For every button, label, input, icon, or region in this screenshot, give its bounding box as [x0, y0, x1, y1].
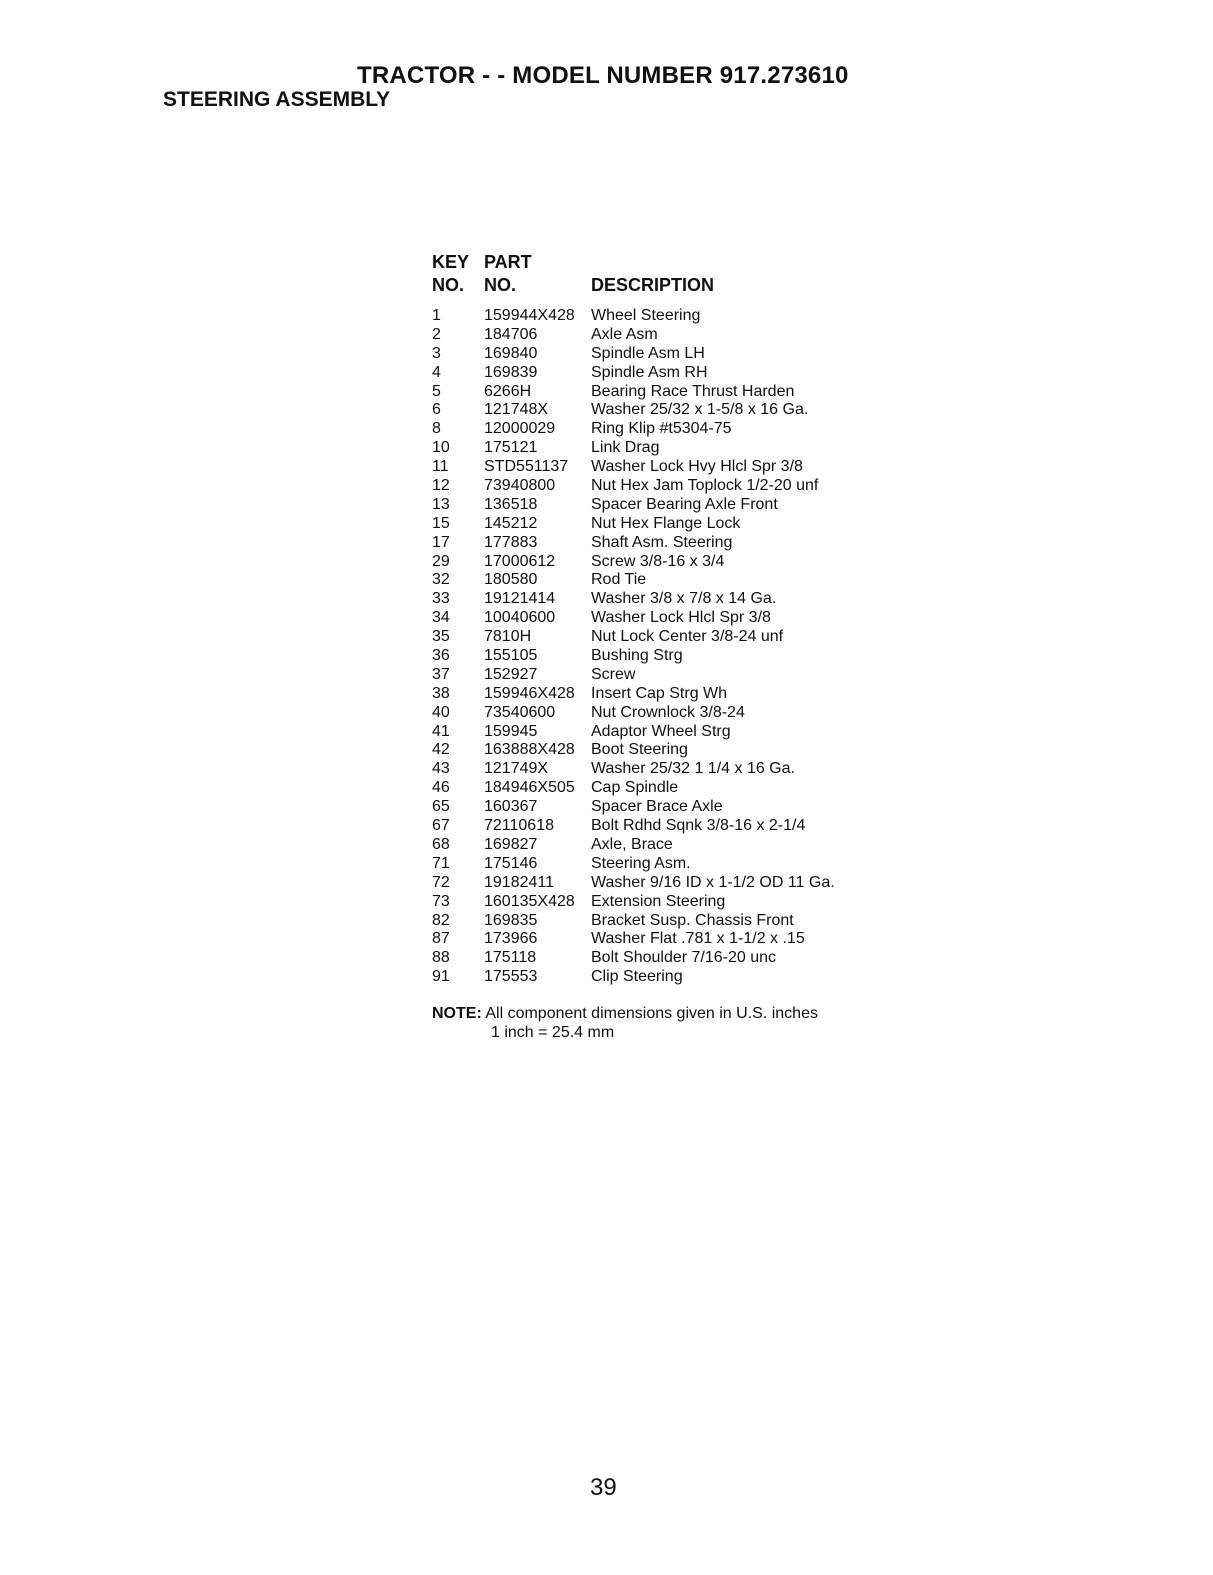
key-cell: 87: [432, 930, 450, 948]
key-cell: 35: [432, 628, 450, 646]
description-cell: Boot Steering: [591, 741, 688, 759]
part-number-cell: 155105: [484, 647, 538, 665]
note-line-2: 1 inch = 25.4 mm: [491, 1024, 615, 1041]
part-number-cell: 160367: [484, 798, 538, 816]
key-cell: 15: [432, 514, 450, 532]
part-number-cell: 175146: [484, 854, 538, 872]
page-number: 39: [590, 1474, 617, 1501]
part-number-cell: 19121414: [484, 590, 556, 608]
part-number-cell: 169835: [484, 911, 538, 929]
note-text: All component dimensions given in U.S. inches: [485, 1005, 818, 1022]
description-cell: Steering Asm.: [591, 854, 691, 872]
description-cell: Link Drag: [591, 439, 660, 457]
key-cell: 67: [432, 817, 450, 835]
part-number-cell: 175118: [484, 949, 537, 967]
key-cell: 88: [432, 949, 450, 967]
part-number-cell: 7810H: [484, 628, 532, 646]
description-cell: Bolt Rdhd Sqnk 3/8-16 x 2-1/4: [591, 817, 806, 835]
key-cell: 34: [432, 609, 450, 627]
section-title: STEERING ASSEMBLY: [163, 88, 391, 111]
key-cell: 11: [432, 458, 449, 476]
description-cell: Spindle Asm RH: [591, 363, 708, 381]
header-key-no: NO.: [432, 275, 465, 295]
key-cell: 1: [432, 307, 441, 324]
description-cell: Wheel Steering: [591, 307, 701, 324]
key-cell: 13: [432, 495, 450, 513]
description-cell: Cap Spindle: [591, 779, 679, 797]
key-cell: 32: [432, 571, 450, 589]
part-number-cell: 169840: [484, 344, 538, 362]
part-number-cell: 121749X: [484, 760, 549, 778]
description-cell: Rod Tie: [591, 571, 647, 589]
key-cell: 10: [432, 439, 450, 457]
description-cell: Bearing Race Thrust Harden: [591, 382, 795, 400]
description-cell: Bushing Strg: [591, 647, 683, 665]
part-number-cell: 180580: [484, 571, 538, 589]
key-cell: 40: [432, 703, 450, 721]
key-cell: 42: [432, 741, 450, 759]
part-number-cell: 121748X: [484, 401, 549, 419]
header-key: KEY: [432, 252, 470, 272]
part-number-cell: 177883: [484, 533, 538, 551]
description-cell: Spacer Bearing Axle Front: [591, 495, 778, 513]
key-cell: 8: [432, 420, 441, 438]
description-cell: Washer 25/32 1 1/4 x 16 Ga.: [591, 760, 795, 778]
part-number-cell: STD551137: [484, 458, 569, 476]
key-cell: 72: [432, 873, 450, 891]
note: [432, 1004, 818, 1042]
key-cell: 65: [432, 798, 450, 816]
part-number-cell: 169839: [484, 363, 538, 381]
description-cell: Adaptor Wheel Strg: [591, 722, 731, 740]
key-cell: 29: [432, 552, 450, 570]
key-cell: 71: [432, 854, 450, 872]
key-cell: 36: [432, 647, 450, 665]
description-cell: Axle Asm: [591, 325, 658, 343]
description-cell: Washer Lock Hlcl Spr 3/8: [591, 609, 771, 627]
part-number-cell: 159945: [484, 722, 538, 740]
part-number-cell: 173966: [484, 930, 538, 948]
header-part: PART: [484, 252, 532, 272]
part-number-cell: 163888X428: [484, 741, 575, 759]
description-cell: Insert Cap Strg Wh: [591, 684, 728, 702]
note-line-1: [432, 1004, 818, 1023]
description-cell: Spindle Asm LH: [591, 344, 705, 362]
description-cell: Nut Hex Flange Lock: [591, 514, 741, 532]
note-label: NOTE:: [432, 1005, 482, 1022]
part-number-cell: 12000029: [484, 420, 556, 438]
part-number-cell: 10040600: [484, 609, 556, 627]
description-cell: Washer 25/32 x 1-5/8 x 16 Ga.: [591, 401, 809, 419]
key-cell: 91: [432, 968, 450, 986]
part-number-cell: 73540600: [484, 703, 556, 721]
part-number-cell: 159946X428: [484, 684, 575, 702]
key-cell: 41: [432, 722, 450, 740]
part-number-cell: 169827: [484, 835, 538, 853]
part-number-cell: 175121: [484, 439, 538, 457]
key-cell: 2: [432, 325, 441, 343]
part-number-cell: 160135X428: [484, 892, 575, 910]
description-cell: Bracket Susp. Chassis Front: [591, 911, 794, 929]
key-cell: 33: [432, 590, 450, 608]
part-number-cell: 136518: [484, 495, 538, 513]
key-cell: 5: [432, 382, 441, 400]
key-cell: 38: [432, 684, 450, 702]
description-cell: Ring Klip #t5304-75: [591, 420, 732, 438]
description-cell: Bolt Shoulder 7/16-20 unc: [591, 949, 777, 967]
part-number-cell: 184946X505: [484, 779, 575, 797]
description-cell: Extension Steering: [591, 892, 726, 910]
key-cell: 3: [432, 344, 441, 362]
key-cell: 17: [432, 533, 450, 551]
description-cell: Clip Steering: [591, 968, 683, 986]
key-cell: 68: [432, 835, 450, 853]
description-cell: Washer Lock Hvy Hlcl Spr 3/8: [591, 458, 803, 476]
key-cell: 37: [432, 665, 450, 683]
description-cell: Washer 9/16 ID x 1-1/2 OD 11 Ga.: [591, 873, 835, 891]
part-number-cell: 72110618: [484, 817, 554, 835]
part-number-cell: 19182411: [484, 873, 554, 891]
description-cell: Screw 3/8-16 x 3/4: [591, 552, 725, 570]
description-cell: Axle, Brace: [591, 835, 673, 853]
description-cell: Shaft Asm. Steering: [591, 533, 733, 551]
description-cell: Spacer Brace Axle: [591, 798, 723, 816]
description-cell: Nut Crownlock 3/8-24: [591, 703, 745, 721]
part-number-cell: 73940800: [484, 477, 556, 495]
part-number-cell: 175553: [484, 968, 538, 986]
header-part-no: NO.: [484, 275, 517, 295]
key-cell: 46: [432, 779, 450, 797]
part-number-cell: 17000612: [484, 552, 556, 570]
description-cell: Washer Flat .781 x 1-1/2 x .15: [591, 930, 805, 948]
key-cell: 73: [432, 892, 450, 910]
key-cell: 4: [432, 363, 441, 381]
key-cell: 6: [432, 401, 441, 419]
part-number-cell: 184706: [484, 325, 538, 343]
key-cell: 43: [432, 760, 450, 778]
header-description: DESCRIPTION: [591, 275, 715, 295]
description-cell: Nut Hex Jam Toplock 1/2-20 unf: [591, 477, 819, 495]
part-number-cell: 6266H: [484, 382, 532, 400]
part-number-cell: 145212: [484, 514, 538, 532]
description-cell: Screw: [591, 665, 636, 683]
description-cell: Washer 3/8 x 7/8 x 14 Ga.: [591, 590, 777, 608]
part-number-cell: 152927: [484, 665, 538, 683]
page-title: TRACTOR - - MODEL NUMBER 917.273610: [357, 62, 849, 89]
description-cell: Nut Lock Center 3/8-24 unf: [591, 628, 784, 646]
part-number-cell: 159944X428: [484, 307, 575, 324]
key-cell: 12: [432, 477, 450, 495]
key-cell: 82: [432, 911, 450, 929]
